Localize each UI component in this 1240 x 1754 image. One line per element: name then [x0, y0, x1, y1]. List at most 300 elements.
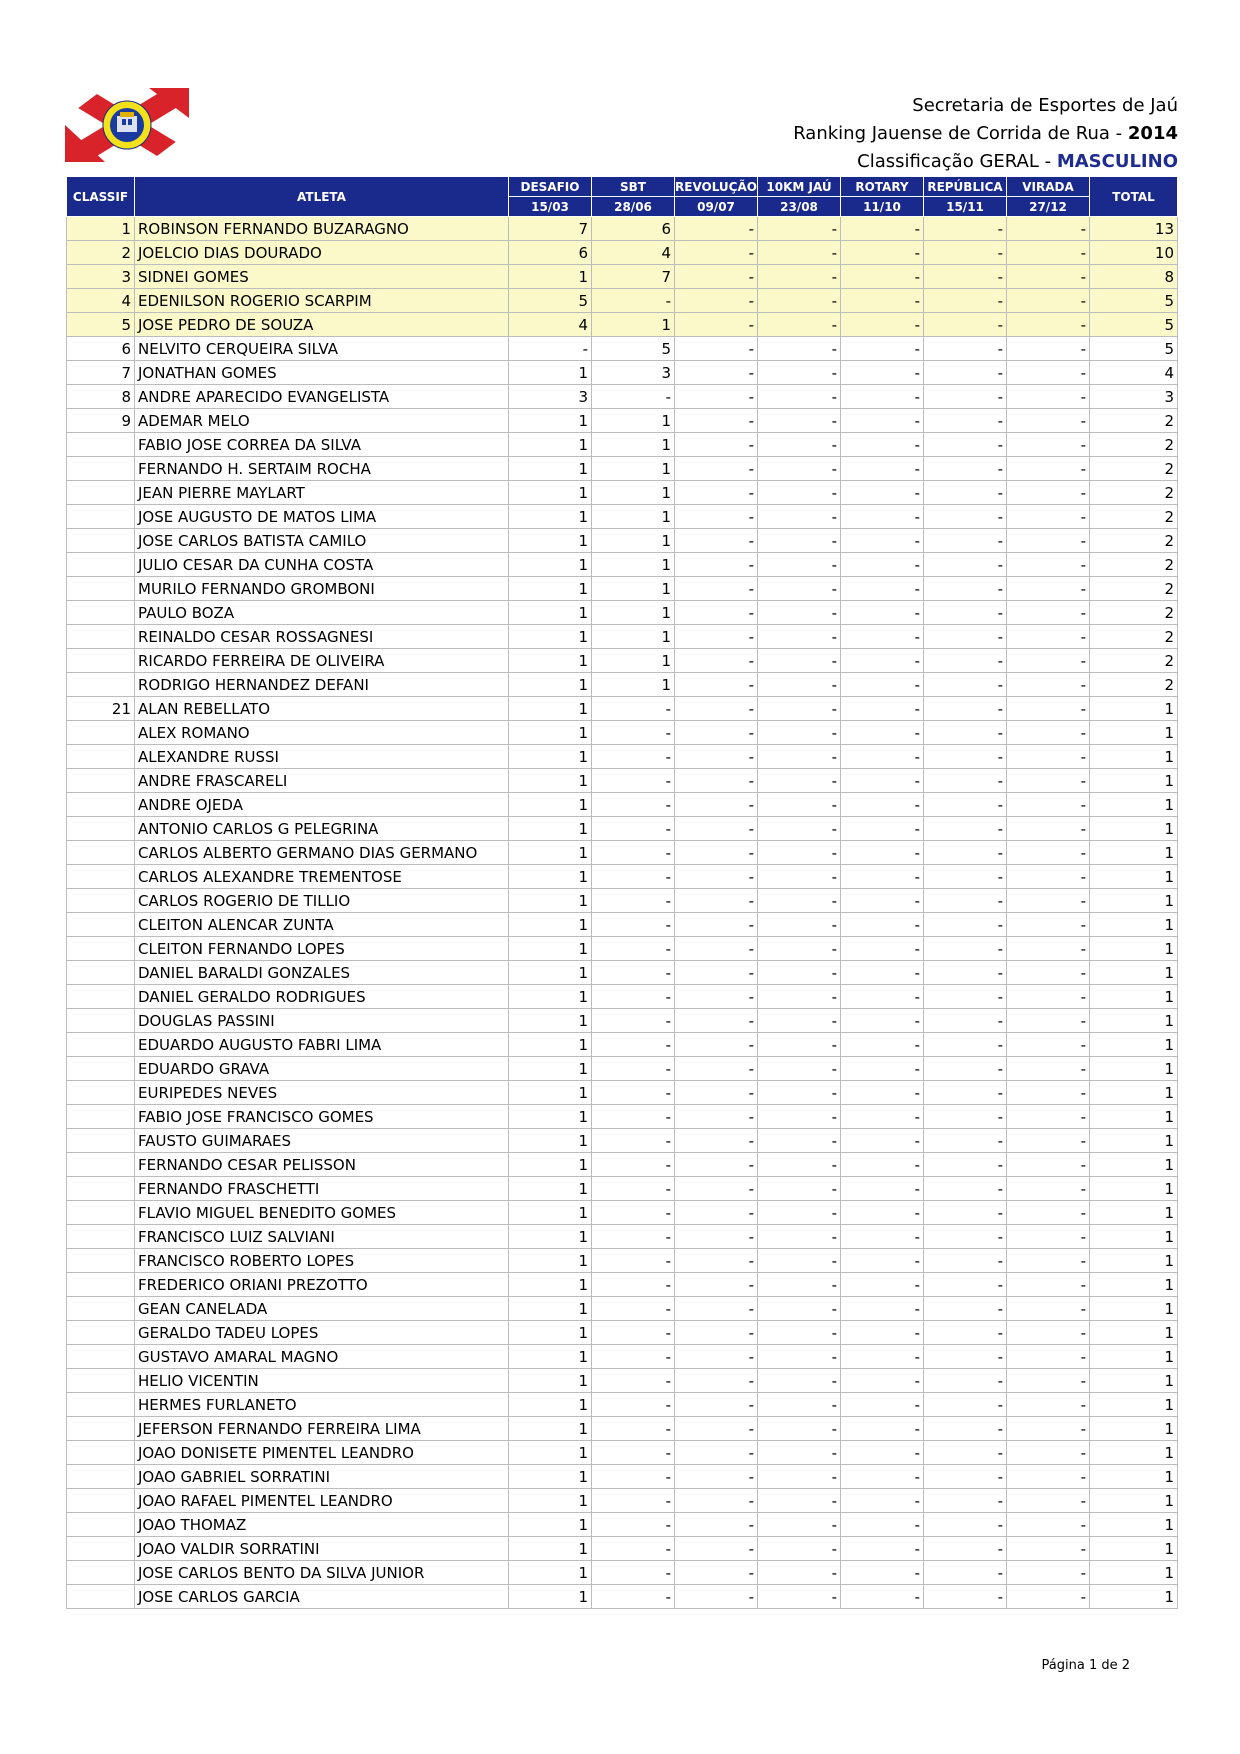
- cell-total: 2: [1090, 529, 1178, 553]
- cell-score: -: [1007, 1417, 1090, 1441]
- cell-score: -: [592, 913, 675, 937]
- cell-score: -: [841, 457, 924, 481]
- table-row: [67, 1297, 1178, 1321]
- cell-score: -: [675, 1153, 758, 1177]
- cell-score: -: [1007, 457, 1090, 481]
- cell-atleta: JOAO VALDIR SORRATINI: [135, 1537, 509, 1561]
- cell-total: 1: [1090, 1297, 1178, 1321]
- cell-score: -: [924, 817, 1007, 841]
- cell-score: 1: [509, 1345, 592, 1369]
- cell-score: -: [841, 1417, 924, 1441]
- cell-score: -: [924, 433, 1007, 457]
- cell-score: -: [841, 865, 924, 889]
- cell-score: -: [1007, 1561, 1090, 1585]
- cell-score: -: [1007, 1369, 1090, 1393]
- cell-total: 1: [1090, 1465, 1178, 1489]
- cell-total: 1: [1090, 817, 1178, 841]
- cell-score: -: [841, 481, 924, 505]
- page-number: Página 1 de 2: [1041, 1658, 1130, 1673]
- cell-score: -: [1007, 1057, 1090, 1081]
- cell-score: 1: [509, 457, 592, 481]
- cell-score: -: [592, 1345, 675, 1369]
- table-row: [67, 1057, 1178, 1081]
- table-row: [67, 1489, 1178, 1513]
- cell-classif: [67, 457, 135, 481]
- cell-score: 1: [509, 889, 592, 913]
- cell-score: -: [758, 1585, 841, 1609]
- cell-score: -: [841, 1537, 924, 1561]
- cell-score: 1: [509, 1129, 592, 1153]
- classification-gender: MASCULINO: [1056, 151, 1178, 172]
- cell-score: -: [924, 289, 1007, 313]
- column-header-event-date: 15/11: [924, 197, 1007, 217]
- cell-score: -: [841, 1465, 924, 1489]
- cell-score: -: [841, 1273, 924, 1297]
- cell-score: -: [758, 793, 841, 817]
- cell-score: -: [592, 1417, 675, 1441]
- cell-score: -: [758, 1345, 841, 1369]
- cell-score: -: [758, 1321, 841, 1345]
- cell-score: -: [1007, 745, 1090, 769]
- cell-score: -: [675, 313, 758, 337]
- cell-atleta: CARLOS ROGERIO DE TILLIO: [135, 889, 509, 913]
- cell-total: 1: [1090, 745, 1178, 769]
- cell-atleta: ROBINSON FERNANDO BUZARAGNO: [135, 217, 509, 241]
- cell-score: 1: [509, 577, 592, 601]
- cell-score: -: [841, 1441, 924, 1465]
- cell-classif: 21: [67, 697, 135, 721]
- cell-total: 2: [1090, 577, 1178, 601]
- table-row: [67, 361, 1178, 385]
- cell-score: -: [758, 865, 841, 889]
- cell-total: 1: [1090, 937, 1178, 961]
- cell-atleta: ADEMAR MELO: [135, 409, 509, 433]
- cell-score: -: [758, 1465, 841, 1489]
- table-row: [67, 625, 1178, 649]
- cell-score: -: [1007, 385, 1090, 409]
- cell-score: -: [592, 841, 675, 865]
- table-row: [67, 1369, 1178, 1393]
- cell-total: 1: [1090, 985, 1178, 1009]
- cell-score: 1: [509, 769, 592, 793]
- cell-score: -: [675, 1273, 758, 1297]
- cell-score: -: [924, 673, 1007, 697]
- cell-classif: [67, 673, 135, 697]
- column-header-event-name: REPÚBLICA: [924, 177, 1007, 197]
- cell-score: -: [841, 1561, 924, 1585]
- cell-atleta: ALEXANDRE RUSSI: [135, 745, 509, 769]
- cell-score: -: [924, 985, 1007, 1009]
- column-header-event-name: DESAFIO: [509, 177, 592, 197]
- cell-total: 3: [1090, 385, 1178, 409]
- cell-score: -: [592, 1561, 675, 1585]
- cell-score: -: [758, 721, 841, 745]
- cell-classif: [67, 937, 135, 961]
- cell-score: -: [841, 529, 924, 553]
- table-row: [67, 1561, 1178, 1585]
- cell-atleta: JOSE CARLOS GARCIA: [135, 1585, 509, 1609]
- cell-score: 1: [509, 1585, 592, 1609]
- cell-atleta: SIDNEI GOMES: [135, 265, 509, 289]
- cell-score: -: [675, 1057, 758, 1081]
- cell-atleta: FRANCISCO LUIZ SALVIANI: [135, 1225, 509, 1249]
- cell-score: -: [592, 1177, 675, 1201]
- cell-score: -: [841, 1369, 924, 1393]
- cell-score: -: [841, 313, 924, 337]
- cell-score: -: [592, 385, 675, 409]
- cell-score: -: [1007, 217, 1090, 241]
- cell-score: 1: [509, 529, 592, 553]
- cell-score: -: [924, 1393, 1007, 1417]
- cell-atleta: JOSE AUGUSTO DE MATOS LIMA: [135, 505, 509, 529]
- cell-score: -: [924, 1585, 1007, 1609]
- cell-total: 5: [1090, 313, 1178, 337]
- cell-score: -: [758, 1129, 841, 1153]
- cell-total: 2: [1090, 673, 1178, 697]
- cell-score: -: [924, 217, 1007, 241]
- table-row: [67, 649, 1178, 673]
- cell-score: 1: [509, 601, 592, 625]
- cell-score: -: [1007, 289, 1090, 313]
- cell-score: -: [592, 1369, 675, 1393]
- cell-score: 1: [592, 673, 675, 697]
- cell-score: -: [758, 649, 841, 673]
- table-row: [67, 1129, 1178, 1153]
- city-flag-logo: [65, 88, 189, 162]
- cell-score: -: [758, 217, 841, 241]
- cell-classif: [67, 1225, 135, 1249]
- cell-score: -: [1007, 1441, 1090, 1465]
- cell-score: 1: [509, 1417, 592, 1441]
- cell-score: -: [675, 265, 758, 289]
- cell-classif: [67, 841, 135, 865]
- cell-score: -: [841, 1489, 924, 1513]
- cell-score: -: [841, 649, 924, 673]
- cell-score: 7: [509, 217, 592, 241]
- cell-score: -: [924, 1273, 1007, 1297]
- cell-score: -: [841, 1225, 924, 1249]
- cell-score: 1: [509, 1249, 592, 1273]
- cell-classif: [67, 1345, 135, 1369]
- cell-score: -: [924, 1249, 1007, 1273]
- cell-score: -: [924, 1561, 1007, 1585]
- cell-score: -: [758, 1369, 841, 1393]
- cell-score: -: [675, 241, 758, 265]
- cell-score: 1: [509, 1009, 592, 1033]
- cell-score: -: [675, 1201, 758, 1225]
- cell-total: 2: [1090, 409, 1178, 433]
- cell-classif: [67, 1129, 135, 1153]
- cell-score: -: [1007, 1585, 1090, 1609]
- cell-atleta: JONATHAN GOMES: [135, 361, 509, 385]
- cell-classif: [67, 769, 135, 793]
- cell-score: 1: [509, 961, 592, 985]
- column-header-total: TOTAL: [1090, 177, 1178, 217]
- cell-atleta: EDUARDO AUGUSTO FABRI LIMA: [135, 1033, 509, 1057]
- cell-score: -: [675, 385, 758, 409]
- cell-score: -: [509, 337, 592, 361]
- cell-score: -: [675, 433, 758, 457]
- column-header-event-name: VIRADA: [1007, 177, 1090, 197]
- cell-atleta: JOAO RAFAEL PIMENTEL LEANDRO: [135, 1489, 509, 1513]
- cell-score: 1: [509, 985, 592, 1009]
- table-row: [67, 289, 1178, 313]
- cell-total: 1: [1090, 769, 1178, 793]
- cell-score: -: [675, 1513, 758, 1537]
- cell-score: -: [924, 385, 1007, 409]
- cell-classif: 5: [67, 313, 135, 337]
- cell-total: 1: [1090, 1393, 1178, 1417]
- ranking-title-text: Ranking Jauense de Corrida de Rua -: [793, 123, 1128, 144]
- cell-score: 4: [592, 241, 675, 265]
- cell-total: 1: [1090, 961, 1178, 985]
- table-row: [67, 1417, 1178, 1441]
- cell-score: -: [675, 601, 758, 625]
- cell-score: -: [1007, 1177, 1090, 1201]
- cell-score: -: [592, 1057, 675, 1081]
- cell-score: -: [1007, 721, 1090, 745]
- cell-total: 1: [1090, 1249, 1178, 1273]
- cell-score: -: [841, 1009, 924, 1033]
- cell-score: -: [592, 865, 675, 889]
- table-row: [67, 1033, 1178, 1057]
- cell-classif: [67, 481, 135, 505]
- cell-score: -: [758, 1201, 841, 1225]
- cell-score: -: [592, 1129, 675, 1153]
- cell-total: 2: [1090, 505, 1178, 529]
- cell-score: -: [592, 1009, 675, 1033]
- cell-classif: [67, 961, 135, 985]
- table-row: [67, 1513, 1178, 1537]
- cell-atleta: FAUSTO GUIMARAES: [135, 1129, 509, 1153]
- cell-score: -: [758, 1489, 841, 1513]
- cell-classif: [67, 1441, 135, 1465]
- cell-score: 1: [509, 1537, 592, 1561]
- cell-classif: [67, 721, 135, 745]
- cell-classif: [67, 1369, 135, 1393]
- cell-score: -: [675, 961, 758, 985]
- cell-score: -: [841, 673, 924, 697]
- cell-score: -: [758, 1177, 841, 1201]
- cell-total: 8: [1090, 265, 1178, 289]
- table-body: [67, 217, 1178, 1609]
- cell-atleta: GUSTAVO AMARAL MAGNO: [135, 1345, 509, 1369]
- cell-score: -: [1007, 1105, 1090, 1129]
- table-row: [67, 481, 1178, 505]
- cell-score: -: [841, 937, 924, 961]
- ranking-table: [66, 176, 1178, 1609]
- cell-score: -: [1007, 985, 1090, 1009]
- cell-total: 1: [1090, 1033, 1178, 1057]
- classification-title: [793, 148, 1178, 176]
- cell-score: 1: [509, 1225, 592, 1249]
- cell-score: -: [675, 1297, 758, 1321]
- cell-score: -: [924, 1321, 1007, 1345]
- cell-score: -: [924, 769, 1007, 793]
- table-row: [67, 1201, 1178, 1225]
- cell-score: -: [1007, 1273, 1090, 1297]
- cell-atleta: FRANCISCO ROBERTO LOPES: [135, 1249, 509, 1273]
- cell-score: -: [924, 1105, 1007, 1129]
- cell-score: -: [841, 385, 924, 409]
- cell-score: 1: [509, 1393, 592, 1417]
- cell-score: -: [841, 265, 924, 289]
- cell-score: -: [1007, 529, 1090, 553]
- cell-score: -: [841, 1321, 924, 1345]
- cell-classif: [67, 1177, 135, 1201]
- cell-score: -: [592, 1537, 675, 1561]
- cell-atleta: JULIO CESAR DA CUNHA COSTA: [135, 553, 509, 577]
- cell-score: -: [924, 1369, 1007, 1393]
- cell-score: -: [758, 913, 841, 937]
- cell-score: -: [1007, 673, 1090, 697]
- cell-score: -: [592, 697, 675, 721]
- cell-score: -: [841, 1201, 924, 1225]
- cell-score: -: [841, 1393, 924, 1417]
- cell-atleta: CARLOS ALBERTO GERMANO DIAS GERMANO: [135, 841, 509, 865]
- cell-atleta: JOSE PEDRO DE SOUZA: [135, 313, 509, 337]
- cell-score: -: [675, 673, 758, 697]
- cell-score: 1: [592, 577, 675, 601]
- cell-score: -: [758, 745, 841, 769]
- cell-score: -: [675, 1225, 758, 1249]
- cell-score: -: [924, 1513, 1007, 1537]
- cell-total: 5: [1090, 289, 1178, 313]
- table-row: [67, 1345, 1178, 1369]
- cell-score: -: [758, 265, 841, 289]
- cell-classif: [67, 1489, 135, 1513]
- cell-classif: [67, 1153, 135, 1177]
- cell-total: 1: [1090, 1225, 1178, 1249]
- cell-classif: [67, 1513, 135, 1537]
- cell-score: -: [924, 913, 1007, 937]
- cell-total: 1: [1090, 697, 1178, 721]
- cell-score: -: [758, 433, 841, 457]
- cell-score: 1: [509, 721, 592, 745]
- cell-score: -: [675, 697, 758, 721]
- cell-score: -: [758, 961, 841, 985]
- cell-score: -: [924, 577, 1007, 601]
- cell-score: 1: [509, 1033, 592, 1057]
- cell-classif: 3: [67, 265, 135, 289]
- table-row: [67, 913, 1178, 937]
- table-row: [67, 241, 1178, 265]
- table-row: [67, 961, 1178, 985]
- table-row: [67, 937, 1178, 961]
- cell-score: -: [592, 1489, 675, 1513]
- cell-score: -: [924, 265, 1007, 289]
- cell-score: -: [1007, 433, 1090, 457]
- table-row: [67, 217, 1178, 241]
- cell-score: -: [1007, 361, 1090, 385]
- cell-score: -: [1007, 1537, 1090, 1561]
- cell-score: -: [592, 961, 675, 985]
- cell-score: 1: [592, 601, 675, 625]
- cell-score: -: [675, 985, 758, 1009]
- cell-score: -: [758, 481, 841, 505]
- cell-total: 2: [1090, 553, 1178, 577]
- cell-score: 1: [509, 553, 592, 577]
- cell-score: -: [841, 217, 924, 241]
- cell-score: -: [592, 745, 675, 769]
- table-row: [67, 409, 1178, 433]
- cell-score: -: [758, 1105, 841, 1129]
- cell-score: -: [675, 769, 758, 793]
- cell-classif: [67, 1585, 135, 1609]
- cell-score: -: [758, 1537, 841, 1561]
- cell-score: 1: [509, 1177, 592, 1201]
- cell-score: -: [924, 601, 1007, 625]
- table-row: [67, 1393, 1178, 1417]
- cell-atleta: JOAO DONISETE PIMENTEL LEANDRO: [135, 1441, 509, 1465]
- cell-score: 1: [592, 481, 675, 505]
- cell-atleta: FERNANDO FRASCHETTI: [135, 1177, 509, 1201]
- cell-score: 3: [592, 361, 675, 385]
- column-header-atleta: ATLETA: [135, 177, 509, 217]
- cell-classif: [67, 1297, 135, 1321]
- cell-score: -: [758, 1033, 841, 1057]
- cell-score: -: [758, 1417, 841, 1441]
- cell-score: -: [675, 937, 758, 961]
- cell-score: 1: [509, 697, 592, 721]
- cell-classif: 9: [67, 409, 135, 433]
- cell-score: -: [758, 817, 841, 841]
- cell-score: 1: [592, 529, 675, 553]
- cell-score: -: [1007, 1393, 1090, 1417]
- cell-score: -: [675, 865, 758, 889]
- cell-score: -: [1007, 409, 1090, 433]
- cell-classif: [67, 793, 135, 817]
- cell-classif: [67, 1537, 135, 1561]
- column-header-event-date: 28/06: [592, 197, 675, 217]
- cell-score: 1: [509, 625, 592, 649]
- cell-score: 1: [509, 505, 592, 529]
- classification-title-text: Classificação GERAL -: [857, 151, 1057, 172]
- table-row: [67, 1225, 1178, 1249]
- cell-classif: [67, 625, 135, 649]
- cell-atleta: CARLOS ALEXANDRE TREMENTOSE: [135, 865, 509, 889]
- table-row: [67, 1441, 1178, 1465]
- cell-score: -: [1007, 1201, 1090, 1225]
- cell-total: 1: [1090, 1417, 1178, 1441]
- cell-total: 1: [1090, 865, 1178, 889]
- cell-score: -: [675, 337, 758, 361]
- cell-score: -: [841, 553, 924, 577]
- cell-score: -: [675, 1033, 758, 1057]
- table-row: [67, 1009, 1178, 1033]
- cell-classif: [67, 433, 135, 457]
- cell-score: 1: [509, 649, 592, 673]
- cell-classif: [67, 577, 135, 601]
- cell-classif: [67, 553, 135, 577]
- cell-score: 1: [509, 1153, 592, 1177]
- cell-score: -: [758, 1561, 841, 1585]
- cell-atleta: JOAO THOMAZ: [135, 1513, 509, 1537]
- cell-classif: 4: [67, 289, 135, 313]
- table-row: [67, 745, 1178, 769]
- cell-atleta: JOELCIO DIAS DOURADO: [135, 241, 509, 265]
- cell-score: -: [675, 1345, 758, 1369]
- cell-total: 1: [1090, 1585, 1178, 1609]
- cell-classif: [67, 1105, 135, 1129]
- cell-score: -: [758, 1081, 841, 1105]
- cell-score: -: [1007, 241, 1090, 265]
- cell-classif: [67, 1057, 135, 1081]
- table-row: [67, 889, 1178, 913]
- cell-total: 1: [1090, 1081, 1178, 1105]
- cell-score: -: [1007, 1009, 1090, 1033]
- cell-score: -: [1007, 937, 1090, 961]
